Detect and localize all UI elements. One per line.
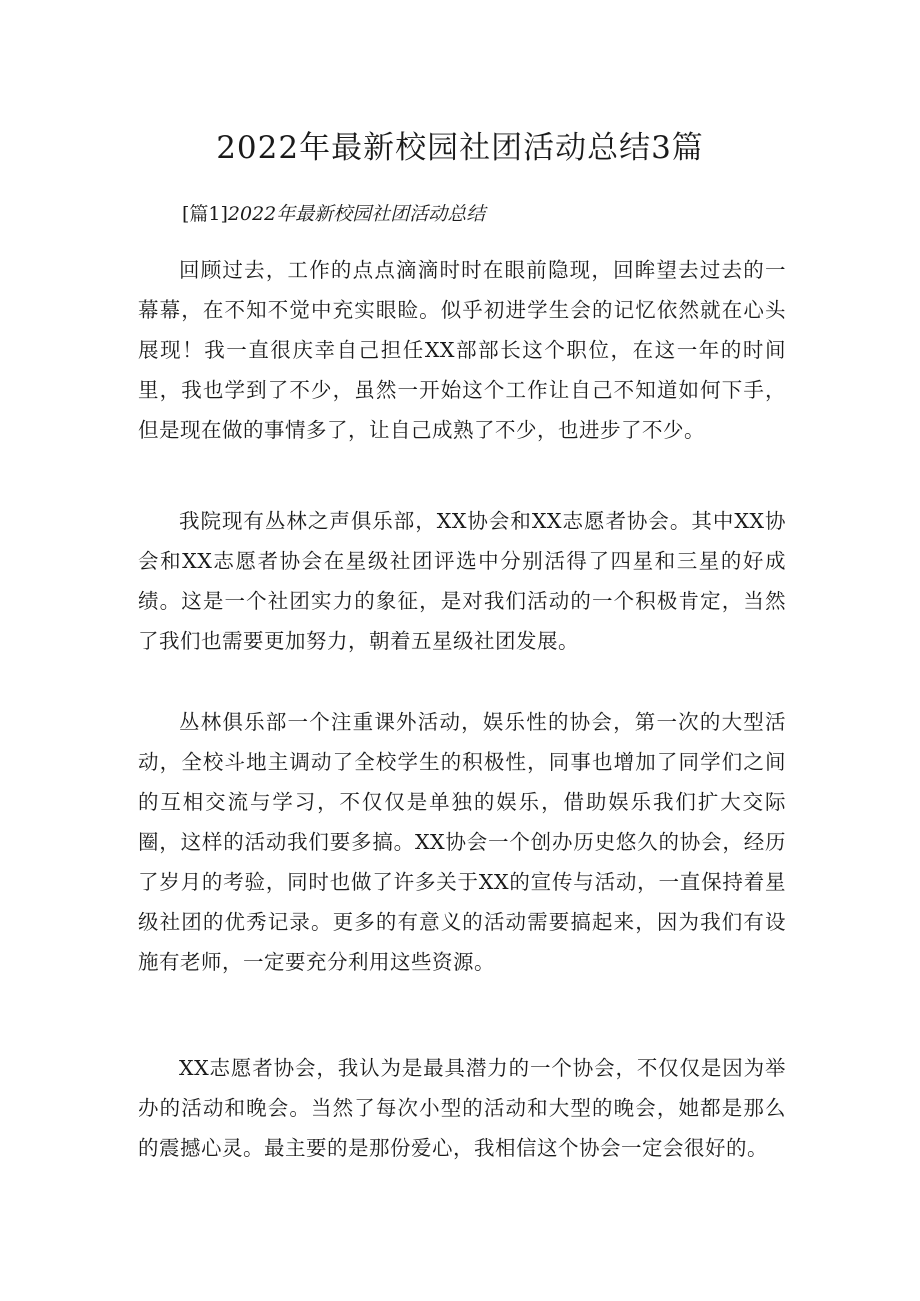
paragraph-1: 回顾过去，工作的点点滴滴时时在眼前隐现，回眸望去过去的一幕幕，在不知不觉中充实眼睑。似乎初进学生会的记忆依然就在心头展现！我一直很庆幸自己担任XX部部长这个职位，在这一年的时间里，我也学到了不少，虽然一开始这个工作让自己不知道如何下手，但是现在做的事情多了，让自己成熟了不少，也进步了不少。 <box>138 258 786 442</box>
paragraph-3: 丛林俱乐部一个注重课外活动，娱乐性的协会，第一次的大型活动，全校斗地主调动了全校学生的积极性，同事也增加了同学们之间的互相交流与学习，不仅仅是单独的娱乐，借助娱乐我们扩大交际圈，这样的活动我们要多搞。XX协会一个创办历史悠久的协会，经历了岁月的考验，同时也做了许多关于XX的宣传与活动，一直保持着星级社团的优秀记录。更多的有意义的活动需要搞起来，因为我们有设施有老师，一定要充分利用这些资源。 <box>138 710 786 974</box>
paragraph-4: XX志愿者协会，我认为是最具潜力的一个协会，不仅仅是因为举办的活动和晚会。当然了每次小型的活动和大型的晚会，她都是那么的震撼心灵。最主要的是那份爱心，我相信这个协会一定会很好的。 <box>138 1056 786 1160</box>
section-heading-text: 2022年最新校园社团活动总结 <box>227 203 486 225</box>
section-label: [篇1] <box>182 203 228 225</box>
section-heading <box>182 200 782 228</box>
document-title: 2022年最新校园社团活动总结3篇 <box>216 130 704 166</box>
paragraph-2: 我院现有丛林之声俱乐部，XX协会和XX志愿者协会。其中XX协会和XX志愿者协会在星级社团评选中分别活得了四星和三星的好成绩。这是一个社团实力的象征，是对我们活动的一个积极肯定，当然了我们也需要更加努力，朝着五星级社团发展。 <box>138 509 786 653</box>
